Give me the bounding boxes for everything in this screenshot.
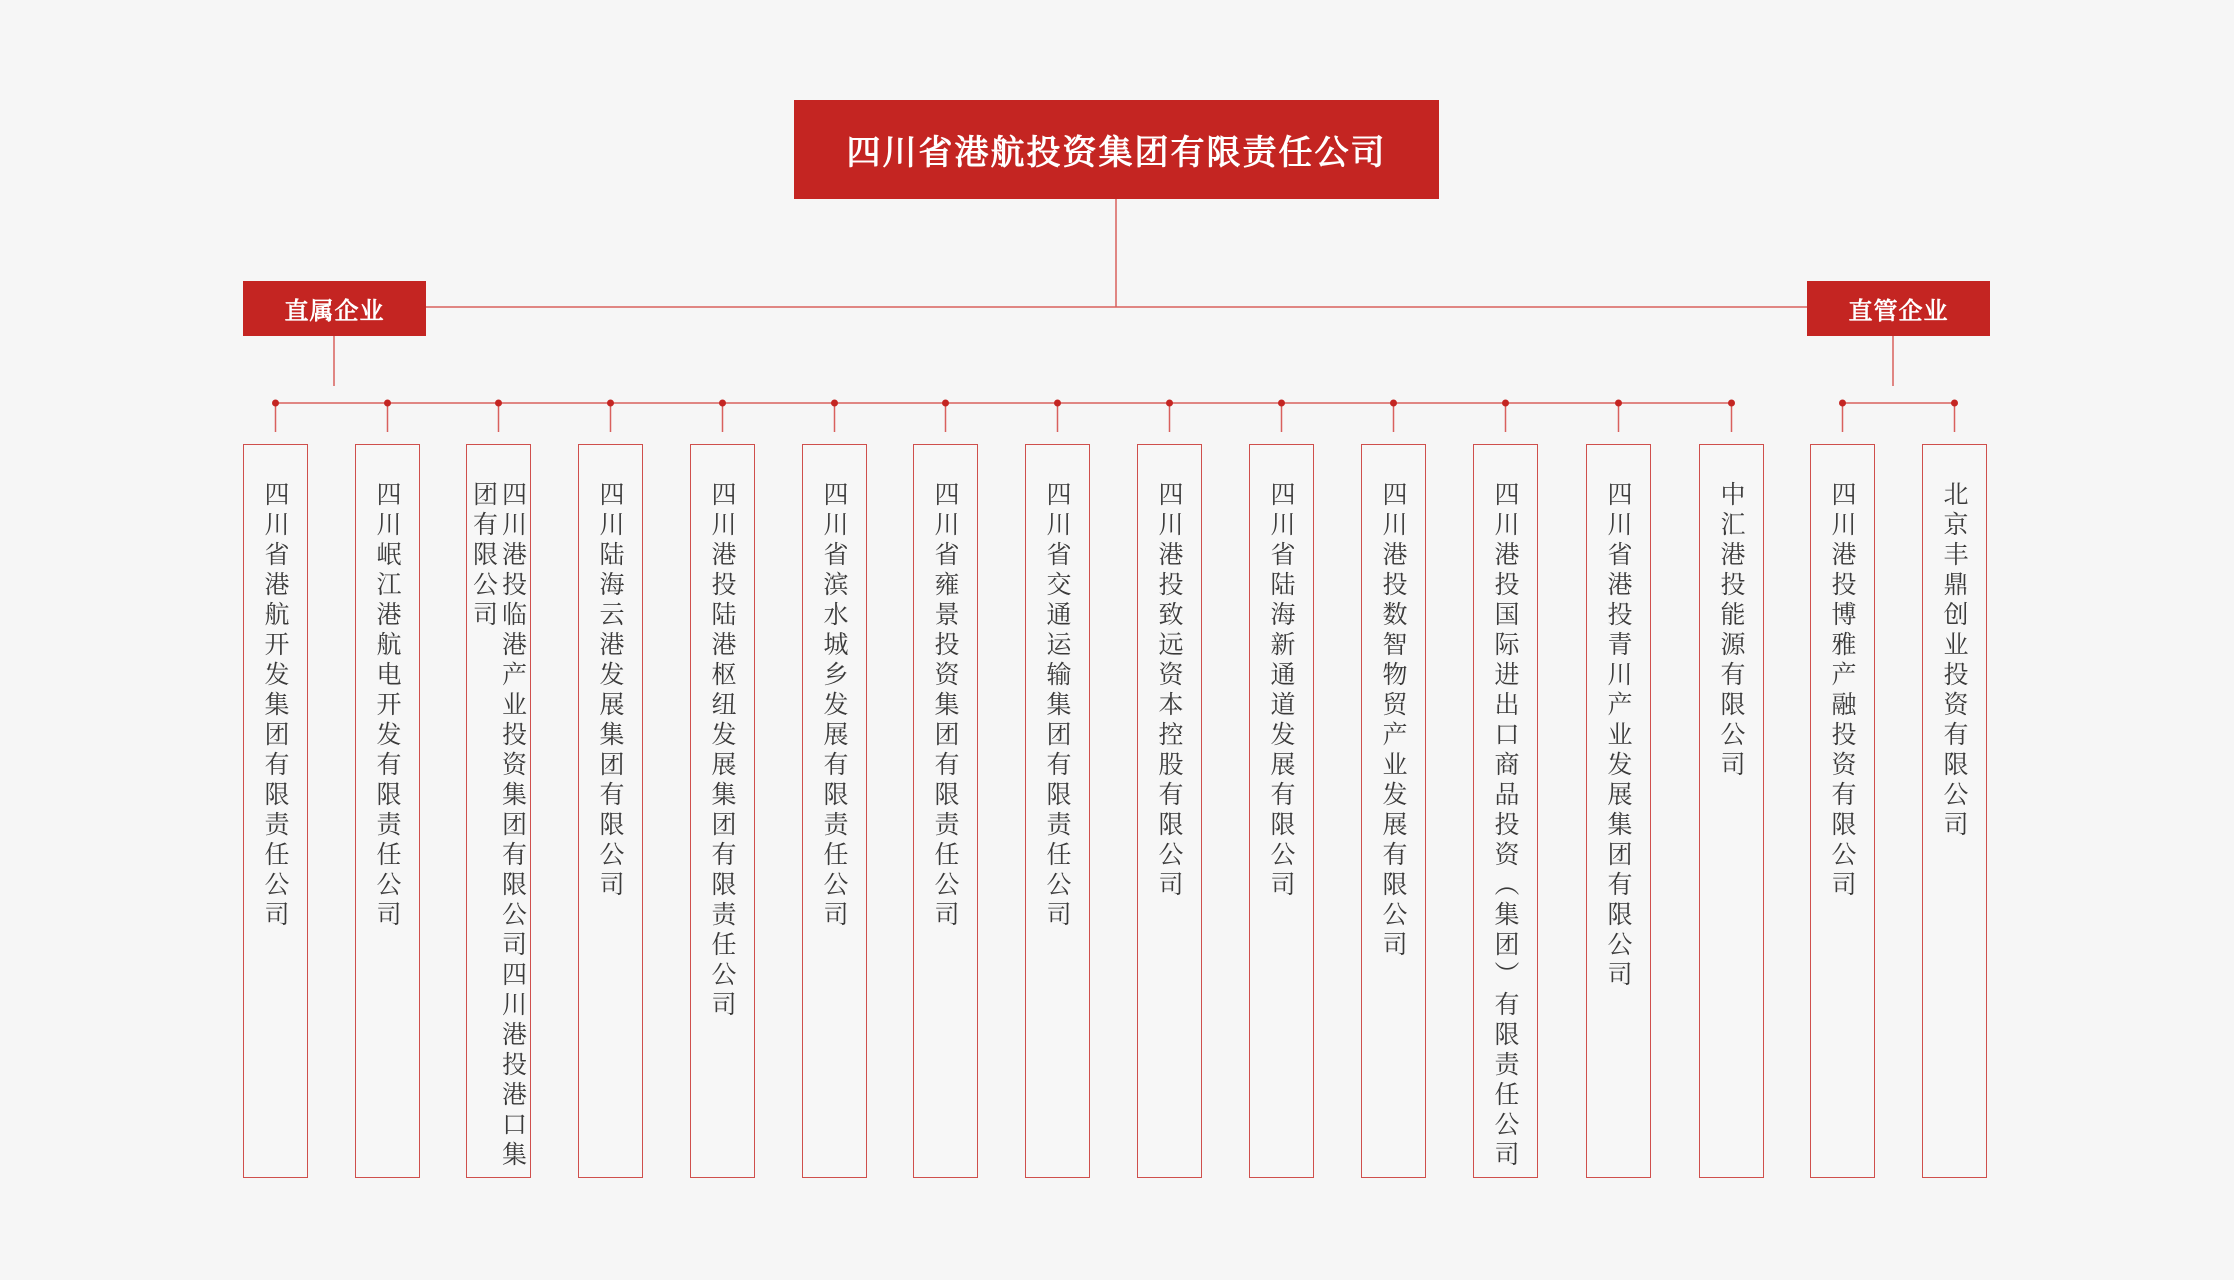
company-box	[466, 444, 531, 1178]
category-left-label: 直属企业	[284, 297, 385, 325]
company-box	[1586, 444, 1651, 1178]
connector-dot	[942, 400, 949, 407]
company-box	[1249, 444, 1314, 1178]
company-box	[578, 444, 643, 1178]
connector-dot	[1615, 400, 1622, 407]
company-name: 四川港投致远资本控股有限公司	[1155, 481, 1184, 901]
company-box	[355, 444, 420, 1178]
company-box	[243, 444, 308, 1178]
company-name: 四川省港投青川产业发展集团有限公司	[1604, 481, 1633, 991]
company-box	[1025, 444, 1090, 1178]
connector-dot	[1839, 400, 1846, 407]
connector-dot	[1728, 400, 1735, 407]
company-name: 四川岷江港航电开发有限责任公司	[373, 481, 402, 931]
company-box	[802, 444, 867, 1178]
company-name: 四川港投博雅产融投资有限公司	[1828, 481, 1857, 901]
company-box	[1473, 444, 1538, 1178]
connector-dot	[1951, 400, 1958, 407]
company-name: 四川省陆海新通道发展有限公司	[1267, 481, 1296, 901]
connector-dot	[831, 400, 838, 407]
company-name: 四川港投国际进出口商品投资（集团）有限责任公司	[1491, 481, 1520, 1171]
connector-dot	[495, 400, 502, 407]
connector-dot	[607, 400, 614, 407]
company-box	[690, 444, 755, 1178]
connector-dot	[1502, 400, 1509, 407]
category-direct-subsidiaries	[243, 281, 426, 336]
root-company-box	[794, 100, 1439, 199]
category-right-label: 直管企业	[1848, 297, 1949, 325]
company-box	[1361, 444, 1426, 1178]
company-box	[1699, 444, 1764, 1178]
company-box	[1810, 444, 1875, 1178]
company-name: 四川省雍景投资集团有限责任公司	[931, 481, 960, 931]
category-directly-managed	[1807, 281, 1990, 336]
company-name: 四川港投临港产业投资集团有限公司四川港投港口集团有限公司	[469, 481, 528, 1171]
connector-dot	[272, 400, 279, 407]
connector-dot	[1278, 400, 1285, 407]
company-box	[1137, 444, 1202, 1178]
company-name: 北京丰鼎创业投资有限公司	[1940, 481, 1969, 841]
connector-dot	[1390, 400, 1397, 407]
connector-dot	[1166, 400, 1173, 407]
company-name: 中汇港投能源有限公司	[1717, 481, 1746, 781]
company-name: 四川港投数智物贸产业发展有限公司	[1379, 481, 1408, 961]
root-company-title: 四川省港航投资集团有限责任公司	[846, 133, 1387, 173]
connector-dot	[1054, 400, 1061, 407]
company-name: 四川港投陆港枢纽发展集团有限责任公司	[708, 481, 737, 1021]
company-box	[1922, 444, 1987, 1178]
connector-dot	[719, 400, 726, 407]
company-name: 四川陆海云港发展集团有限公司	[596, 481, 625, 901]
company-name: 四川省港航开发集团有限责任公司	[261, 481, 290, 931]
company-name: 四川省滨水城乡发展有限责任公司	[820, 481, 849, 931]
company-name: 四川省交通运输集团有限责任公司	[1043, 481, 1072, 931]
company-box	[913, 444, 978, 1178]
connector-dot	[384, 400, 391, 407]
